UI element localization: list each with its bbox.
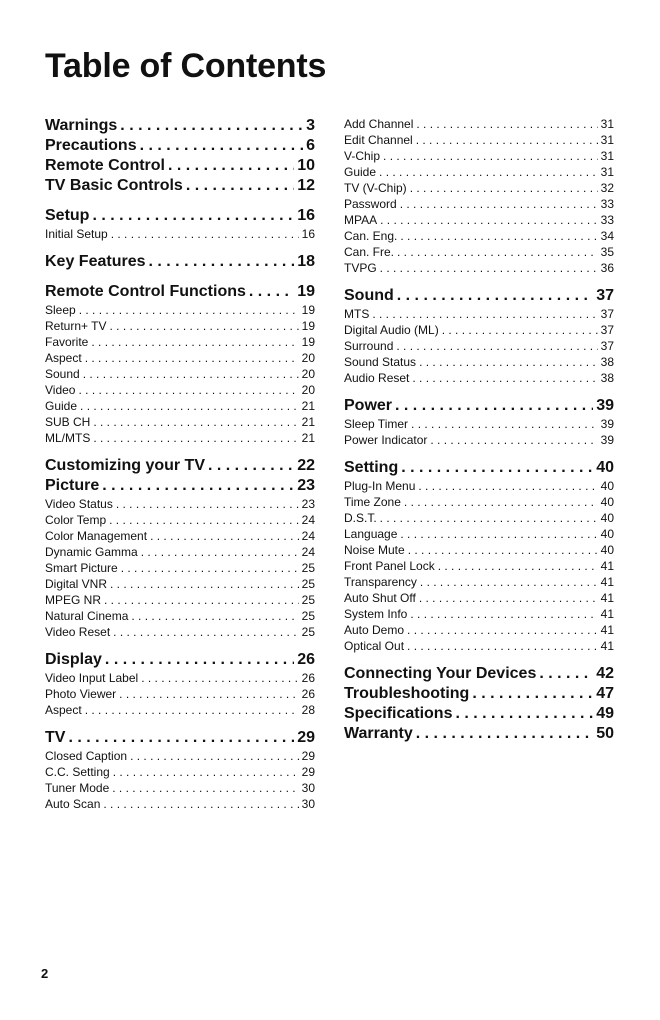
toc-entry-label: Audio Reset [344, 371, 410, 385]
dot-leader [102, 476, 294, 496]
toc-entry-tv-v-chip[interactable] [344, 180, 614, 196]
toc-entry-setup[interactable] [45, 206, 315, 226]
toc-entry-page: 16 [301, 227, 315, 241]
toc-entry-natural-cinema[interactable] [45, 608, 315, 624]
dot-leader [85, 350, 299, 366]
toc-entry-aspect[interactable] [45, 350, 315, 366]
toc-entry-transparency[interactable] [344, 574, 614, 590]
toc-entry-aspect[interactable] [45, 702, 315, 718]
dot-leader [116, 496, 299, 512]
toc-entry-page: 39 [600, 417, 614, 431]
toc-entry-remote-control[interactable] [45, 156, 315, 176]
toc-right-column [344, 116, 614, 744]
toc-left-column [45, 116, 315, 812]
dot-leader [113, 624, 298, 640]
dot-leader [68, 728, 294, 748]
dot-leader [186, 176, 294, 196]
toc-entry-label: MTS [344, 307, 370, 321]
toc-entry-label: D.S.T. [344, 511, 377, 525]
toc-entry-page: 49 [596, 705, 614, 722]
toc-entry-label: Troubleshooting [344, 685, 470, 702]
toc-entry-label: Photo Viewer [45, 687, 117, 701]
toc-entry-label: Warnings [45, 117, 118, 134]
toc-entry-digital-audio-ml[interactable] [344, 322, 614, 338]
toc-entry-page: 37 [600, 323, 614, 337]
dot-leader [442, 322, 598, 338]
toc-entry-tv[interactable] [45, 728, 315, 748]
toc-entry-label: Warranty [344, 725, 413, 742]
toc-entry-page: 47 [596, 685, 614, 702]
toc-entry-page: 18 [297, 253, 315, 270]
toc-entry-page: 25 [301, 625, 315, 639]
toc-entry-page: 24 [301, 529, 315, 543]
toc-entry-page: 30 [301, 781, 315, 795]
toc-entry-mts[interactable] [344, 306, 614, 322]
toc-entry-label: MPAA [344, 213, 378, 227]
toc-entry-page: 40 [600, 527, 614, 541]
toc-entry-guide[interactable] [45, 398, 315, 414]
toc-entry-closed-caption[interactable] [45, 748, 315, 764]
toc-entry-label: Power [344, 397, 393, 414]
dot-leader [400, 526, 597, 542]
dot-leader [419, 354, 598, 370]
dot-leader [407, 638, 598, 654]
toc-entry-page: 39 [596, 397, 614, 414]
toc-entry-label: Video Input Label [45, 671, 139, 685]
dot-leader [418, 478, 597, 494]
toc-entry-label: Digital VNR [45, 577, 108, 591]
toc-entry-page: 21 [301, 399, 315, 413]
toc-entry-label: TV [45, 729, 66, 746]
dot-leader [400, 196, 598, 212]
dot-leader [416, 116, 597, 132]
toc-entry-label: Initial Setup [45, 227, 108, 241]
toc-entry-page: 42 [596, 665, 614, 682]
toc-entry-digital-vnr[interactable] [45, 576, 315, 592]
toc-entry-mpeg-nr[interactable] [45, 592, 315, 608]
dot-leader [112, 780, 298, 796]
toc-entry-key-features[interactable] [45, 252, 315, 272]
toc-entry-mpaa[interactable] [344, 212, 614, 228]
toc-entry-page: 33 [600, 213, 614, 227]
toc-entry-label: Sleep [45, 303, 76, 317]
toc-entry-sleep-timer[interactable] [344, 416, 614, 432]
toc-entry-favorite[interactable] [45, 334, 315, 350]
toc-entry-label: Sound [45, 367, 80, 381]
toc-entry-warranty[interactable] [344, 724, 614, 744]
toc-entry-page: 41 [600, 591, 614, 605]
toc-entry-troubleshooting[interactable] [344, 684, 614, 704]
toc-entry-label: MPEG NR [45, 593, 102, 607]
toc-entry-page: 3 [306, 117, 315, 134]
toc-entry-label: Aspect [45, 703, 82, 717]
dot-leader [400, 228, 597, 244]
toc-entry-label: Color Management [45, 529, 148, 543]
dot-leader [404, 494, 598, 510]
toc-entry-label: TVPG [344, 261, 377, 275]
toc-entry-page: 41 [600, 575, 614, 589]
toc-entry-system-info[interactable] [344, 606, 614, 622]
toc-entry-page: 10 [297, 157, 315, 174]
dot-leader [168, 156, 294, 176]
toc-entry-label: Password [344, 197, 397, 211]
toc-entry-v-chip[interactable] [344, 148, 614, 164]
dot-leader [539, 664, 593, 684]
toc-entry-setting[interactable] [344, 458, 614, 478]
toc-entry-page: 19 [301, 319, 315, 333]
dot-leader [113, 764, 299, 780]
dot-leader [416, 724, 593, 744]
dot-leader [410, 606, 597, 622]
toc-entry-label: Dynamic Gamma [45, 545, 138, 559]
toc-entry-page: 23 [297, 477, 315, 494]
toc-entry-label: Return+ TV [45, 319, 107, 333]
toc-entry-label: Smart Picture [45, 561, 118, 575]
dot-leader [78, 382, 298, 398]
toc-entry-page: 31 [600, 165, 614, 179]
toc-entry-label: Add Channel [344, 117, 414, 131]
toc-entry-smart-picture[interactable] [45, 560, 315, 576]
toc-entry-audio-reset[interactable] [344, 370, 614, 386]
dot-leader [380, 260, 598, 276]
toc-entry-label: Aspect [45, 351, 82, 365]
toc-entry-page: 25 [301, 609, 315, 623]
dot-leader [416, 132, 598, 148]
dot-leader [208, 456, 294, 476]
dot-leader [103, 796, 298, 812]
toc-entry-page: 26 [301, 687, 315, 701]
toc-entry-label: Edit Channel [344, 133, 413, 147]
dot-leader [150, 528, 299, 544]
dot-leader [149, 252, 295, 272]
toc-entry-page: 41 [600, 607, 614, 621]
toc-entry-noise-mute[interactable] [344, 542, 614, 558]
toc-entry-label: TV Basic Controls [45, 177, 183, 194]
toc-entry-page: 20 [301, 383, 315, 397]
toc-entry-label: Natural Cinema [45, 609, 129, 623]
toc-entry-page: 19 [301, 335, 315, 349]
toc-entry-color-temp[interactable] [45, 512, 315, 528]
dot-leader [141, 544, 299, 560]
dot-leader [110, 576, 299, 592]
toc-entry-display[interactable] [45, 650, 315, 670]
toc-entry-can-fre[interactable] [344, 244, 614, 260]
toc-entry-label: Tuner Mode [45, 781, 110, 795]
dot-leader [396, 338, 597, 354]
toc-entry-page: 36 [600, 261, 614, 275]
toc-entry-page: 28 [301, 703, 315, 717]
toc-entry-label: Video Status [45, 497, 113, 511]
toc-entry-page: 25 [301, 577, 315, 591]
toc-entry-label: V-Chip [344, 149, 381, 163]
toc-entry-label: Language [344, 527, 398, 541]
toc-entry-page: 31 [600, 133, 614, 147]
dot-leader [411, 416, 598, 432]
toc-entry-connecting-your-devices[interactable] [344, 664, 614, 684]
toc-entry-customizing-your-tv[interactable] [45, 456, 315, 476]
page-number: 2 [41, 966, 49, 981]
dot-leader [79, 302, 299, 318]
toc-entry-label: Setup [45, 207, 90, 224]
toc-entry-sound[interactable] [45, 366, 315, 382]
toc-entry-specifications[interactable] [344, 704, 614, 724]
toc-entry-page: 24 [301, 513, 315, 527]
toc-entry-label: Digital Audio (ML) [344, 323, 439, 337]
toc-entry-video-status[interactable] [45, 496, 315, 512]
dot-leader [109, 512, 299, 528]
dot-leader [430, 432, 597, 448]
toc-entry-page: 50 [596, 725, 614, 742]
toc-entry-sleep[interactable] [45, 302, 315, 318]
toc-entry-page: 35 [600, 245, 614, 259]
toc-entry-label: C.C. Setting [45, 765, 110, 779]
toc-entry-color-management[interactable] [45, 528, 315, 544]
toc-entry-page: 25 [301, 593, 315, 607]
toc-entry-dynamic-gamma[interactable] [45, 544, 315, 560]
toc-entry-page: 32 [600, 181, 614, 195]
toc-entry-label: Display [45, 651, 102, 668]
dot-leader [412, 370, 597, 386]
dot-leader [130, 748, 299, 764]
toc-entry-label: Guide [344, 165, 377, 179]
toc-entry-label: Setting [344, 459, 399, 476]
dot-leader [105, 650, 294, 670]
toc-entry-remote-control-functions[interactable] [45, 282, 315, 302]
toc-entry-label: Auto Scan [45, 797, 101, 811]
toc-entry-label: Sleep Timer [344, 417, 409, 431]
toc-entry-page: 38 [600, 355, 614, 369]
dot-leader [419, 590, 598, 606]
toc-entry-tv-basic-controls[interactable] [45, 176, 315, 196]
toc-entry-label: SUB CH [45, 415, 91, 429]
toc-entry-page: 37 [596, 287, 614, 304]
dot-leader [397, 244, 598, 260]
dot-leader [104, 592, 299, 608]
toc-entry-picture[interactable] [45, 476, 315, 496]
toc-entry-label: Video Reset [45, 625, 111, 639]
toc-entry-label: Guide [45, 399, 78, 413]
toc-entry-label: Picture [45, 477, 100, 494]
toc-entry-auto-scan[interactable] [45, 796, 315, 812]
toc-entry-ml-mts[interactable] [45, 430, 315, 446]
dot-leader [401, 458, 593, 478]
dot-leader [407, 622, 598, 638]
toc-entry-warnings[interactable] [45, 116, 315, 136]
toc-entry-language[interactable] [344, 526, 614, 542]
dot-leader [93, 414, 298, 430]
toc-entry-label: Front Panel Lock [344, 559, 435, 573]
toc-entry-tvpg[interactable] [344, 260, 614, 276]
toc-entry-can-eng[interactable] [344, 228, 614, 244]
dot-leader [109, 318, 298, 334]
dot-leader [383, 148, 598, 164]
toc-entry-label: Can. Eng. [344, 229, 398, 243]
toc-entry-label: Remote Control [45, 157, 165, 174]
toc-entry-power-indicator[interactable] [344, 432, 614, 448]
toc-entry-label: Transparency [344, 575, 417, 589]
toc-entry-page: 41 [600, 623, 614, 637]
toc-entry-page: 39 [600, 433, 614, 447]
toc-entry-page: 25 [301, 561, 315, 575]
toc-entry-d-s-t[interactable] [344, 510, 614, 526]
toc-entry-label: Optical Out [344, 639, 405, 653]
toc-entry-page: 34 [600, 229, 614, 243]
dot-leader [420, 574, 598, 590]
dot-leader [397, 286, 593, 306]
toc-entry-label: Plug-In Menu [344, 479, 416, 493]
toc-entry-label: Specifications [344, 705, 453, 722]
toc-entry-page: 29 [301, 765, 315, 779]
toc-entry-sound[interactable] [344, 286, 614, 306]
toc-entry-label: Connecting Your Devices [344, 665, 537, 682]
dot-leader [380, 212, 598, 228]
toc-entry-label: Auto Shut Off [344, 591, 416, 605]
toc-entry-sub-ch[interactable] [45, 414, 315, 430]
toc-entry-page: 29 [297, 729, 315, 746]
toc-entry-page: 40 [600, 495, 614, 509]
toc-entry-page: 41 [600, 559, 614, 573]
dot-leader [91, 334, 298, 350]
toc-entry-sound-status[interactable] [344, 354, 614, 370]
dot-leader [438, 558, 598, 574]
toc-entry-page: 19 [301, 303, 315, 317]
toc-entry-page: 20 [301, 367, 315, 381]
dot-leader [92, 206, 294, 226]
toc-entry-label: Key Features [45, 253, 146, 270]
toc-entry-page: 40 [600, 543, 614, 557]
toc-entry-precautions[interactable] [45, 136, 315, 156]
toc-entry-guide[interactable] [344, 164, 614, 180]
toc-entry-c-c-setting[interactable] [45, 764, 315, 780]
toc-entry-tuner-mode[interactable] [45, 780, 315, 796]
toc-entry-page: 23 [301, 497, 315, 511]
dot-leader [372, 306, 597, 322]
toc-entry-power[interactable] [344, 396, 614, 416]
toc-entry-label: Remote Control Functions [45, 283, 246, 300]
toc-entry-label: Noise Mute [344, 543, 405, 557]
toc-entry-time-zone[interactable] [344, 494, 614, 510]
toc-entry-page: 40 [600, 511, 614, 525]
toc-entry-page: 19 [297, 283, 315, 300]
toc-entry-photo-viewer[interactable] [45, 686, 315, 702]
toc-entry-label: Power Indicator [344, 433, 428, 447]
toc-entry-page: 33 [600, 197, 614, 211]
dot-leader [472, 684, 593, 704]
toc-entry-page: 31 [600, 117, 614, 131]
toc-entry-plug-in-menu[interactable] [344, 478, 614, 494]
toc-entry-label: Favorite [45, 335, 89, 349]
dot-leader [395, 396, 593, 416]
toc-entry-video[interactable] [45, 382, 315, 398]
dot-leader [80, 398, 299, 414]
toc-entry-add-channel[interactable] [344, 116, 614, 132]
toc-entry-edit-channel[interactable] [344, 132, 614, 148]
toc-entry-page: 20 [301, 351, 315, 365]
toc-entry-page: 37 [600, 339, 614, 353]
toc-entry-page: 22 [297, 457, 315, 474]
toc-entry-label: Auto Demo [344, 623, 405, 637]
toc-entry-page: 41 [600, 639, 614, 653]
toc-entry-return-tv[interactable] [45, 318, 315, 334]
toc-entry-page: 29 [301, 749, 315, 763]
toc-entry-label: Can. Fre. [344, 245, 395, 259]
toc-entry-page: 40 [600, 479, 614, 493]
toc-entry-label: Customizing your TV [45, 457, 205, 474]
dot-leader [121, 560, 299, 576]
dot-leader [140, 136, 304, 156]
toc-entry-page: 26 [297, 651, 315, 668]
toc-entry-auto-shut-off[interactable] [344, 590, 614, 606]
toc-entry-label: Precautions [45, 137, 137, 154]
toc-entry-label: Video [45, 383, 76, 397]
toc-entry-page: 30 [301, 797, 315, 811]
toc-entry-page: 6 [306, 137, 315, 154]
toc-entry-page: 40 [596, 459, 614, 476]
toc-entry-label: TV (V-Chip) [344, 181, 407, 195]
toc-entry-password[interactable] [344, 196, 614, 212]
toc-entry-label: System Info [344, 607, 408, 621]
dot-leader [119, 686, 298, 702]
dot-leader [380, 510, 598, 526]
toc-entry-page: 16 [297, 207, 315, 224]
dot-leader [85, 702, 299, 718]
toc-entry-initial-setup[interactable] [45, 226, 315, 242]
toc-entry-label: Surround [344, 339, 394, 353]
dot-leader [141, 670, 298, 686]
page-title: Table of Contents [45, 47, 327, 85]
dot-leader [83, 366, 299, 382]
toc-entry-optical-out[interactable] [344, 638, 614, 654]
dot-leader [131, 608, 298, 624]
dot-leader [120, 116, 303, 136]
toc-entry-label: ML/MTS [45, 431, 91, 445]
toc-entry-page: 21 [301, 415, 315, 429]
toc-entry-page: 12 [297, 177, 315, 194]
dot-leader [408, 542, 598, 558]
toc-entry-page: 24 [301, 545, 315, 559]
toc-entry-label: Closed Caption [45, 749, 128, 763]
toc-entry-page: 31 [600, 149, 614, 163]
toc-entry-label: Sound [344, 287, 394, 304]
dot-leader [111, 226, 299, 242]
dot-leader [249, 282, 294, 302]
dot-leader [379, 164, 598, 180]
toc-entry-page: 26 [301, 671, 315, 685]
toc-entry-label: Sound Status [344, 355, 417, 369]
dot-leader [93, 430, 298, 446]
dot-leader [410, 180, 598, 196]
toc-entry-page: 37 [600, 307, 614, 321]
toc-entry-page: 21 [301, 431, 315, 445]
toc-entry-label: Color Temp [45, 513, 107, 527]
toc-entry-label: Time Zone [344, 495, 401, 509]
toc-entry-front-panel-lock[interactable] [344, 558, 614, 574]
toc-entry-video-reset[interactable] [45, 624, 315, 640]
toc-entry-surround[interactable] [344, 338, 614, 354]
toc-entry-video-input-label[interactable] [45, 670, 315, 686]
toc-entry-page: 38 [600, 371, 614, 385]
toc-entry-auto-demo[interactable] [344, 622, 614, 638]
dot-leader [455, 704, 593, 724]
